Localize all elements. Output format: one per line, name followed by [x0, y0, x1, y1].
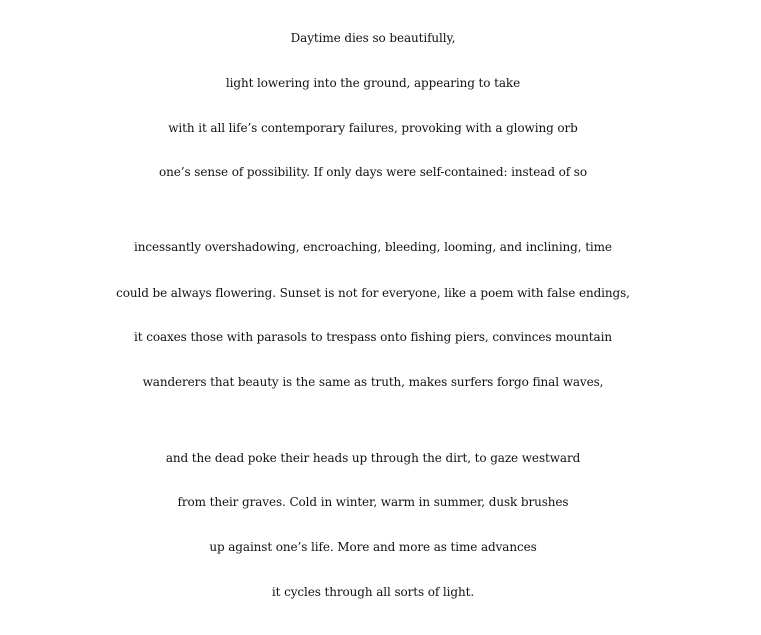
poem-line: it cycles through all sorts of light.	[271, 585, 475, 599]
poem-line: light lowering into the ground, appearing to take	[225, 76, 521, 90]
poem-line: wanderers that beauty is the same as truth, makes surfers forgo final waves,	[142, 375, 604, 389]
poem-line: could be always flowering. Sunset is not for everyone, like a poem with false endings,	[116, 286, 630, 300]
poem-line: up against one’s life. More and more as time advances	[209, 540, 537, 554]
poem-line: one’s sense of possibility. If only days were self-contained: instead of so	[159, 165, 587, 179]
poem-line: Daytime dies so beautifully,	[290, 31, 456, 45]
poem-line: it coaxes those with parasols to trespass onto fishing piers, convinces mountain	[134, 330, 612, 344]
poem-line: incessantly overshadowing, encroaching, bleeding, looming, and inclining, time	[134, 240, 612, 254]
poem-line: from their graves. Cold in winter, warm in summer, dusk brushes	[177, 495, 569, 509]
poem-line: with it all life’s contemporary failures, provoking with a glowing orb	[168, 121, 578, 135]
poem-line: and the dead poke their heads up through the dirt, to gaze westward	[165, 451, 581, 465]
